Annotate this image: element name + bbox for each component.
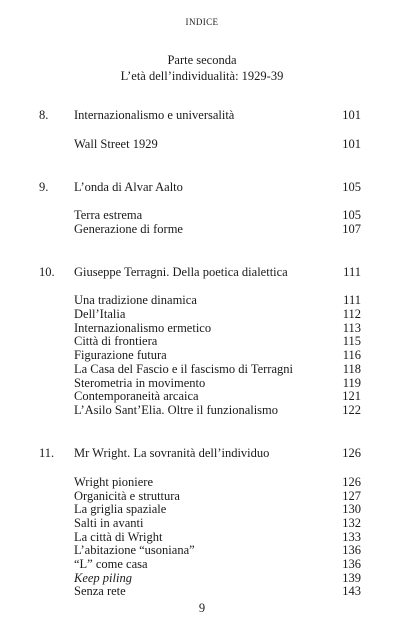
section-title: Figurazione futura bbox=[74, 348, 167, 362]
section-title: Keep piling bbox=[74, 571, 132, 585]
toc-section-row bbox=[0, 475, 404, 490]
chapter-number: 10. bbox=[39, 265, 55, 279]
section-title: Città di frontiera bbox=[74, 334, 158, 348]
toc-section-row bbox=[0, 502, 404, 517]
section-title: Organicità e struttura bbox=[74, 489, 180, 503]
section-title: La città di Wright bbox=[74, 530, 163, 544]
page-number: 119 bbox=[342, 376, 361, 390]
toc-section-row bbox=[0, 222, 404, 237]
page-number: 118 bbox=[342, 362, 361, 376]
section-title: Terra estrema bbox=[74, 208, 143, 222]
toc-section-row bbox=[0, 137, 404, 152]
toc-section-row bbox=[0, 208, 404, 223]
page-number: 136 bbox=[342, 557, 361, 571]
section-title: Salti in avanti bbox=[74, 516, 144, 530]
page-number: 105 bbox=[342, 180, 361, 194]
folio-page-number: 9 bbox=[198, 601, 206, 615]
page-number: 130 bbox=[342, 502, 361, 516]
section-title: Wall Street 1929 bbox=[74, 137, 158, 151]
section-title: L’abitazione “usoniana” bbox=[74, 543, 195, 557]
toc-section-row bbox=[0, 334, 404, 349]
page-number: 111 bbox=[343, 293, 361, 307]
page-number: 126 bbox=[342, 446, 361, 460]
section-title: Dell’Italia bbox=[74, 307, 126, 321]
page-number: 101 bbox=[342, 137, 361, 151]
page-number: 116 bbox=[342, 348, 361, 362]
toc-section-row bbox=[0, 389, 404, 404]
page-number: 143 bbox=[342, 584, 361, 598]
section-title: La griglia spaziale bbox=[74, 502, 167, 516]
page-number: 121 bbox=[342, 389, 361, 403]
section-title: L’Asilo Sant’Elia. Oltre il funzionalismo bbox=[74, 403, 279, 417]
chapter-title: L’onda di Alvar Aalto bbox=[74, 180, 183, 194]
chapter-number: 9. bbox=[39, 180, 49, 194]
toc-section-row bbox=[0, 557, 404, 572]
toc-section-row bbox=[0, 584, 404, 599]
section-title: “L” come casa bbox=[74, 557, 148, 571]
chapter-title: Mr Wright. La sovranità dell’individuo bbox=[74, 446, 270, 460]
running-head: INDICE bbox=[185, 17, 219, 27]
toc-chapter-row bbox=[0, 180, 404, 195]
section-title: Internazionalismo ermetico bbox=[74, 321, 212, 335]
page-number: 136 bbox=[342, 543, 361, 557]
section-title: Sterometria in movimento bbox=[74, 376, 206, 390]
section-title: Contemporaneità arcaica bbox=[74, 389, 199, 403]
page-number: 113 bbox=[342, 321, 361, 335]
page-number: 101 bbox=[342, 108, 361, 122]
toc-section-row bbox=[0, 543, 404, 558]
toc-chapter-row bbox=[0, 265, 404, 280]
page-number: 107 bbox=[342, 222, 361, 236]
section-title: Generazione di forme bbox=[74, 222, 183, 236]
toc-chapter-row bbox=[0, 108, 404, 123]
toc-section-row bbox=[0, 293, 404, 308]
toc-section-row bbox=[0, 307, 404, 322]
chapter-title: Internazionalismo e universalità bbox=[74, 108, 235, 122]
page-number: 127 bbox=[342, 489, 361, 503]
section-title: Una tradizione dinamica bbox=[74, 293, 197, 307]
page-number: 133 bbox=[342, 530, 361, 544]
page-number: 139 bbox=[342, 571, 361, 585]
page-number: 105 bbox=[342, 208, 361, 222]
toc-section-row bbox=[0, 348, 404, 363]
chapter-number: 11. bbox=[39, 446, 55, 460]
page-number: 115 bbox=[342, 334, 361, 348]
toc-chapter-row bbox=[0, 446, 404, 461]
part-subtitle: L’età dell’individualità: 1929-39 bbox=[120, 69, 284, 83]
chapter-number: 8. bbox=[39, 108, 49, 122]
page-number: 122 bbox=[342, 403, 361, 417]
page-number: 132 bbox=[342, 516, 361, 530]
page-number: 126 bbox=[342, 475, 361, 489]
section-title: La Casa del Fascio e il fascismo di Terragni bbox=[74, 362, 293, 376]
page-number: 112 bbox=[342, 307, 361, 321]
section-title: Senza rete bbox=[74, 584, 126, 598]
toc-section-row bbox=[0, 516, 404, 531]
section-title: Wright pioniere bbox=[74, 475, 153, 489]
part-label: Parte seconda bbox=[167, 53, 237, 67]
page-number: 111 bbox=[343, 265, 361, 279]
toc-section-row bbox=[0, 362, 404, 377]
toc-section-row bbox=[0, 403, 404, 418]
chapter-title: Giuseppe Terragni. Della poetica dialettica bbox=[74, 265, 288, 279]
